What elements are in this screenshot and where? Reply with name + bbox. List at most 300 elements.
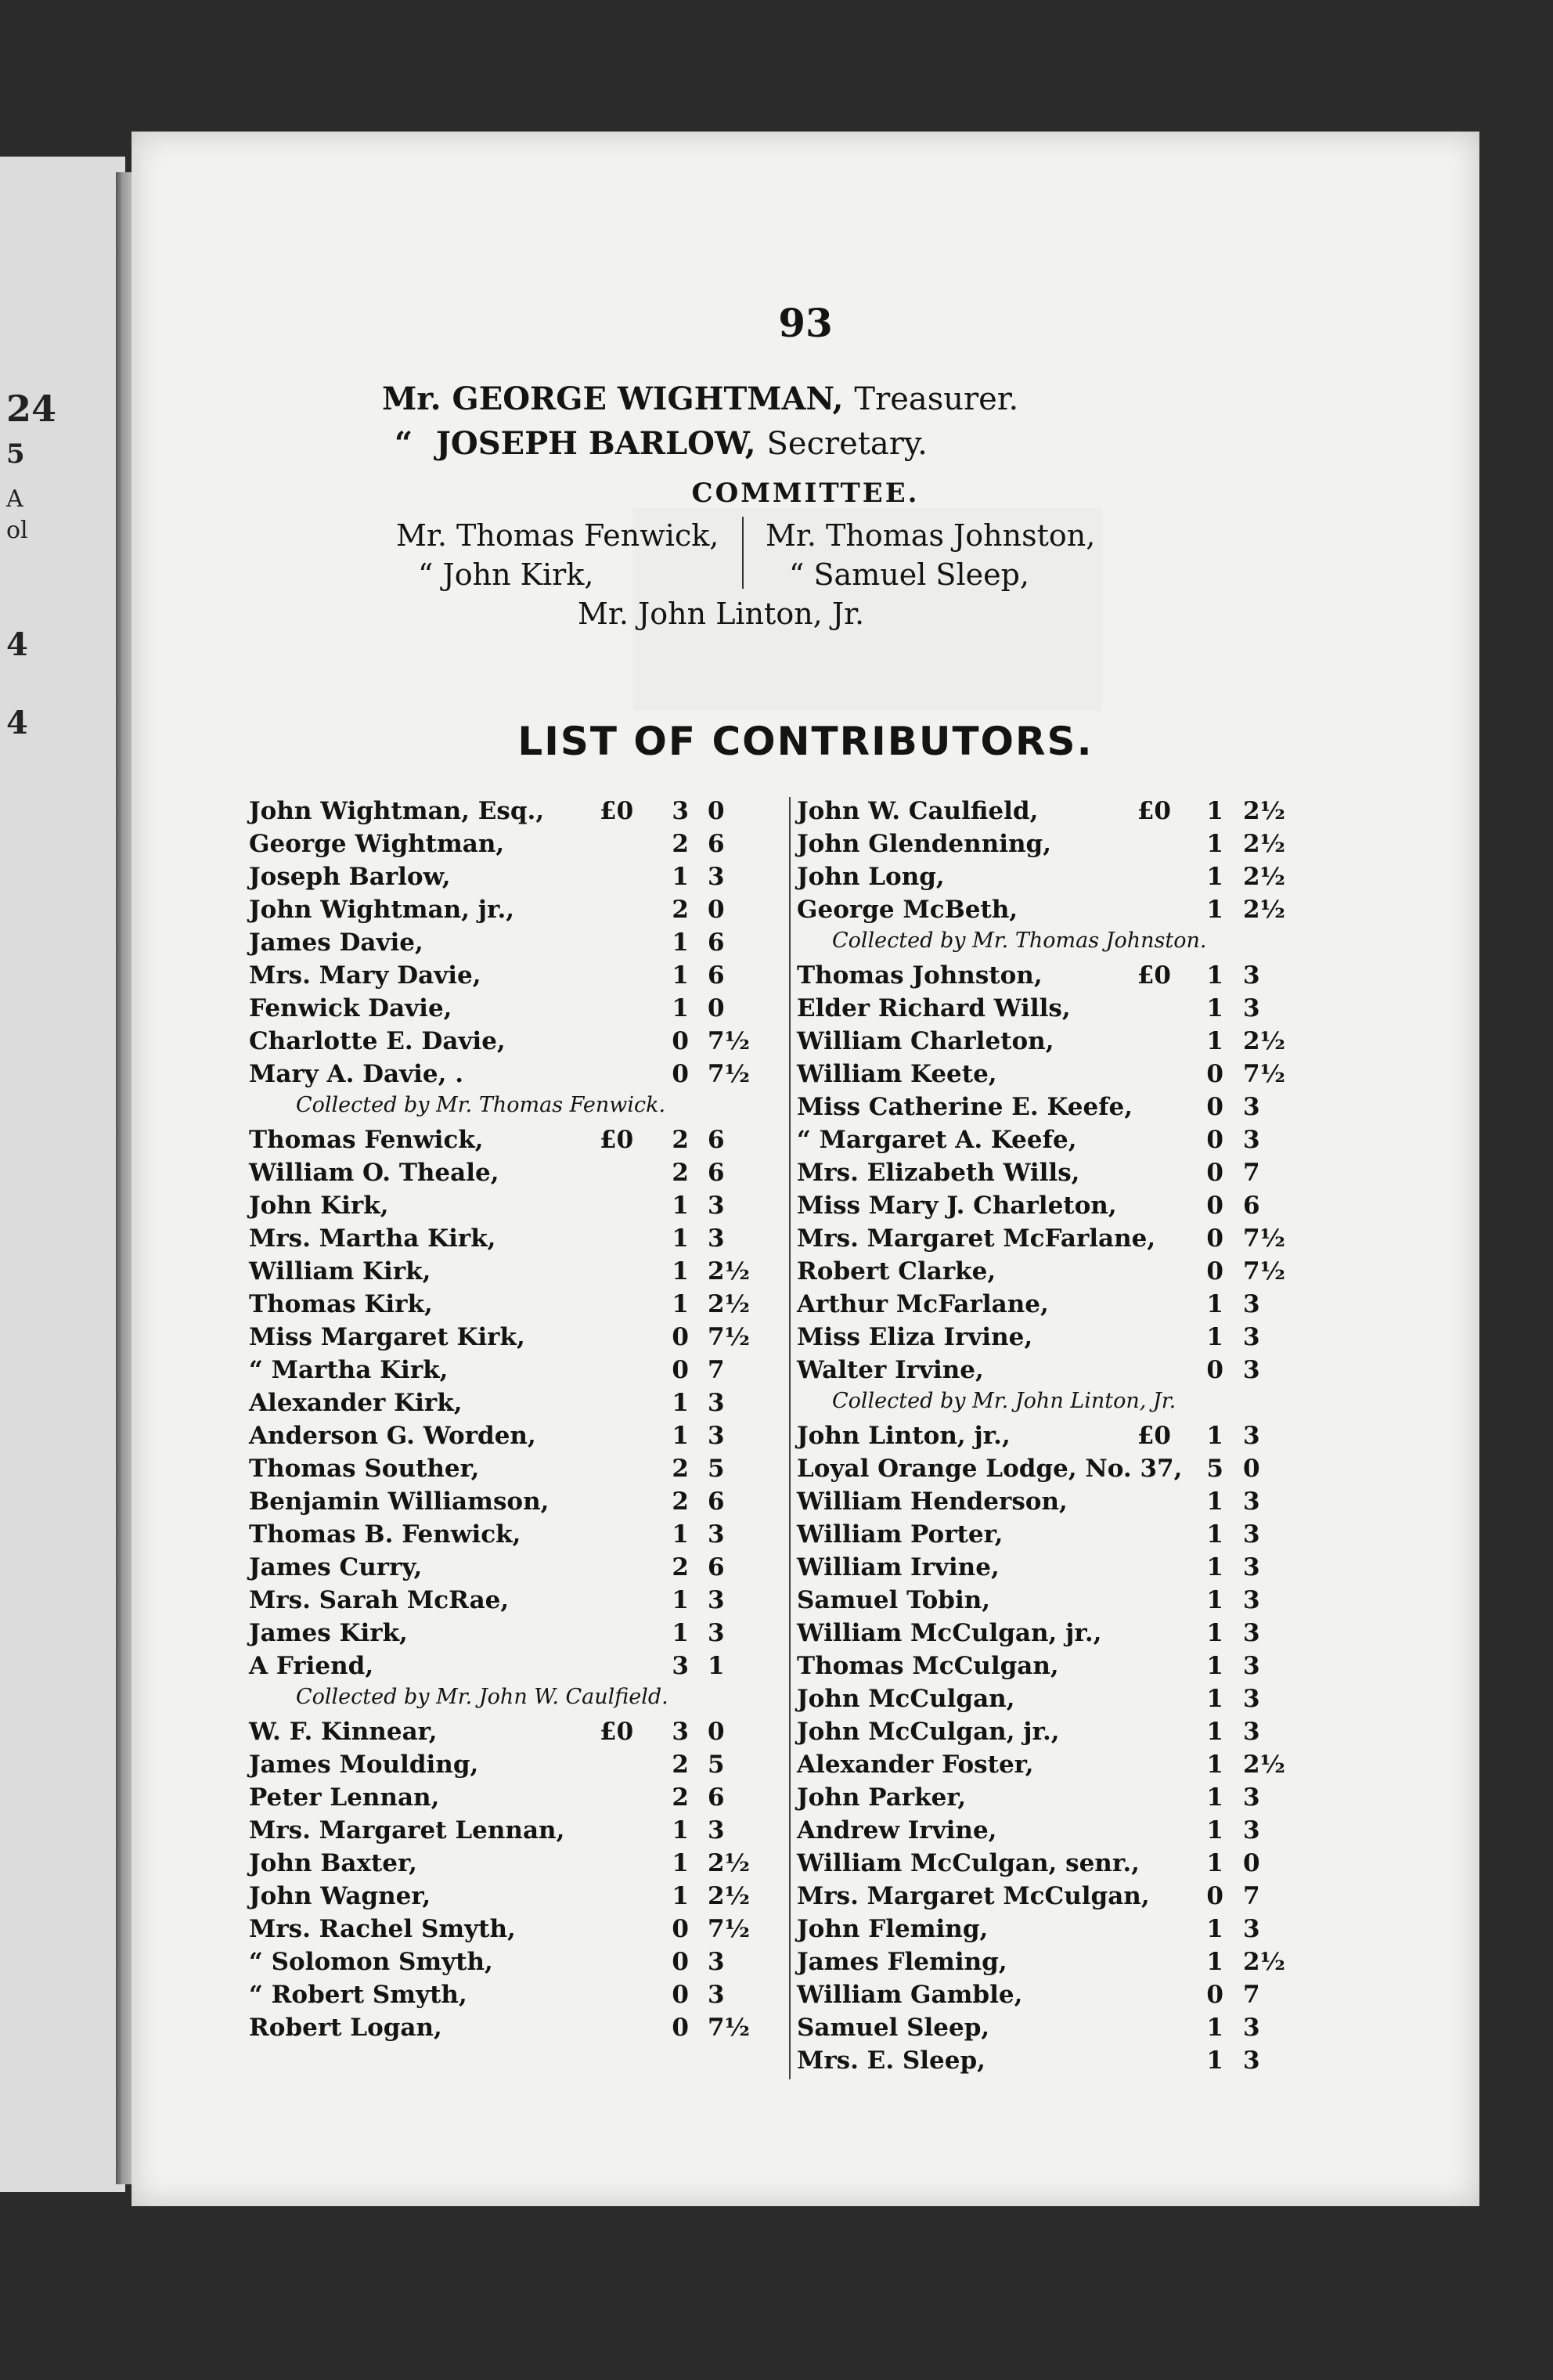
amount-pence: 3	[708, 1816, 725, 1844]
contributor-row	[249, 1553, 781, 1586]
amount-pence: 3	[1243, 961, 1260, 990]
contributor-name: Robert Clarke,	[797, 1257, 996, 1286]
contributor-row	[249, 1981, 781, 2014]
officer-title: Treasurer.	[854, 381, 1019, 417]
amount-pence: 3	[708, 1224, 725, 1253]
contributor-name: Thomas Fenwick,	[249, 1126, 484, 1154]
amount-pence: 7	[1243, 1981, 1260, 2009]
amount-shillings: 1	[672, 1192, 689, 1220]
amount-shillings: 2	[672, 1751, 689, 1779]
contributor-name: John McCulgan, jr.,	[797, 1718, 1060, 1746]
contributor-name: Joseph Barlow,	[249, 863, 451, 891]
amount-pence: 3	[1243, 1816, 1260, 1844]
amount-shillings: 1	[672, 1224, 689, 1253]
amount-pence: 3	[708, 1619, 725, 1647]
amount-pence: 6	[708, 1553, 725, 1581]
book-gutter	[116, 172, 133, 2184]
amount-shillings: 1	[1206, 1520, 1223, 1549]
contributor-row	[797, 1652, 1384, 1685]
contributor-row	[249, 1882, 781, 1915]
amount-shillings: 0	[1206, 1159, 1223, 1187]
amount-shillings: 1	[1206, 1619, 1223, 1647]
contributor-name: George Wightman,	[249, 830, 505, 858]
amount-shillings: 2	[672, 830, 689, 858]
contributor-row	[249, 1718, 781, 1751]
contributor-row	[797, 1586, 1384, 1619]
contributor-row	[797, 896, 1384, 929]
amount-pence: 3	[1243, 1356, 1260, 1384]
contributor-row	[797, 1553, 1384, 1586]
committee-divider	[742, 517, 744, 589]
amount-pence: 6	[708, 1488, 725, 1516]
amount-pence: 3	[1243, 1488, 1260, 1516]
amount-pence: 2½	[1243, 797, 1285, 825]
contributor-row	[249, 1192, 781, 1224]
contributor-row	[797, 961, 1384, 994]
contributor-row	[797, 994, 1384, 1027]
amount-pence: 7½	[708, 1323, 750, 1351]
officer-treasurer	[382, 380, 1018, 417]
contributor-name: Miss Catherine E. Keefe,	[797, 1093, 1133, 1121]
amount-shillings: 1	[1206, 1915, 1223, 1943]
amount-pence: 3	[708, 1520, 725, 1549]
contributor-row	[249, 1455, 781, 1488]
contributor-row	[249, 1948, 781, 1981]
contributor-name: William Gamble,	[797, 1981, 1023, 2009]
contributor-name: Arthur McFarlane,	[797, 1290, 1049, 1318]
contributor-name: Thomas Kirk,	[249, 1290, 433, 1318]
amount-pence: 6	[708, 1159, 725, 1187]
contributor-name: Thomas B. Fenwick,	[249, 1520, 521, 1549]
amount-pence: 7½	[708, 1027, 750, 1055]
amount-shillings: 1	[1206, 863, 1223, 891]
contributor-name: Samuel Sleep,	[797, 2014, 990, 2042]
contributor-row	[797, 1849, 1384, 1882]
amount-pounds: £0	[1137, 797, 1171, 825]
contributor-name: John McCulgan,	[797, 1685, 1015, 1713]
amount-shillings: 1	[672, 1849, 689, 1877]
amount-pence: 3	[708, 1981, 725, 2009]
margin-fragment: 24	[6, 388, 57, 430]
contributor-name: William Keete,	[797, 1060, 997, 1088]
contributor-row	[797, 1455, 1384, 1488]
contributor-name: John Parker,	[797, 1783, 967, 1812]
amount-pence: 2½	[708, 1882, 750, 1910]
contributor-name: Loyal Orange Lodge, No. 37,	[797, 1455, 1183, 1483]
contributor-name: George McBeth,	[797, 896, 1018, 924]
contributor-row	[797, 1488, 1384, 1520]
collector-label: Collected by Mr. Thomas Johnston.	[832, 929, 1207, 953]
contributor-name: Miss Eliza Irvine,	[797, 1323, 1033, 1351]
amount-pence: 3	[1243, 1520, 1260, 1549]
amount-pence: 3	[1243, 2014, 1260, 2042]
contributor-name: Mrs. Rachel Smyth,	[249, 1915, 516, 1943]
amount-shillings: 1	[1206, 797, 1223, 825]
contributor-name: W. F. Kinnear,	[249, 1718, 438, 1746]
contributor-name: “ Martha Kirk,	[249, 1356, 449, 1384]
amount-shillings: 2	[672, 896, 689, 924]
amount-pence: 5	[708, 1751, 725, 1779]
collector-heading	[797, 1389, 1384, 1422]
amount-shillings: 0	[672, 1948, 689, 1976]
contributor-name: John Wagner,	[249, 1882, 431, 1910]
contributor-row	[797, 1981, 1384, 2014]
contributor-row	[249, 1323, 781, 1356]
contributor-name: William Charleton,	[797, 1027, 1054, 1055]
amount-shillings: 0	[672, 1356, 689, 1384]
amount-pence: 3	[1243, 1783, 1260, 1812]
amount-pence: 0	[708, 994, 725, 1022]
contributor-row	[797, 1323, 1384, 1356]
amount-shillings: 0	[672, 1981, 689, 2009]
contributor-name: James Moulding,	[249, 1751, 479, 1779]
amount-shillings: 0	[672, 1915, 689, 1943]
contributor-name: Benjamin Williamson,	[249, 1488, 549, 1516]
amount-shillings: 1	[1206, 2046, 1223, 2075]
officer-secretary	[395, 425, 928, 462]
amount-pounds: £0	[600, 1718, 634, 1746]
contributor-row	[249, 2014, 781, 2046]
contributor-row	[249, 1027, 781, 1060]
committee-member: “ John Kirk,	[418, 557, 594, 592]
contributor-name: William Kirk,	[249, 1257, 431, 1286]
amount-shillings: 1	[1206, 1553, 1223, 1581]
amount-shillings: 0	[1206, 1981, 1223, 2009]
amount-pence: 3	[1243, 1093, 1260, 1121]
contributor-row	[249, 1389, 781, 1422]
margin-fragment: 4	[6, 626, 28, 663]
amount-pounds: £0	[1137, 1422, 1171, 1450]
amount-pence: 6	[708, 1126, 725, 1154]
amount-shillings: 2	[672, 1488, 689, 1516]
amount-shillings: 2	[672, 1159, 689, 1187]
committee-member: Mr. John Linton, Jr.	[578, 597, 865, 631]
contributor-row	[797, 2014, 1384, 2046]
contributor-name: Walter Irvine,	[797, 1356, 984, 1384]
contributor-name: John Fleming,	[797, 1915, 989, 1943]
document-page	[132, 132, 1479, 2206]
amount-pence: 1	[708, 1652, 725, 1680]
amount-pence: 3	[1243, 1126, 1260, 1154]
contributor-row	[797, 830, 1384, 863]
amount-pence: 2½	[1243, 830, 1285, 858]
committee-heading: COMMITTEE.	[691, 478, 920, 509]
contributor-row	[249, 1816, 781, 1849]
amount-pence: 2½	[1243, 1948, 1285, 1976]
contributor-row	[249, 1488, 781, 1520]
amount-shillings: 1	[672, 1257, 689, 1286]
amount-shillings: 1	[1206, 1718, 1223, 1746]
contributor-row	[249, 830, 781, 863]
contributor-row	[797, 1816, 1384, 1849]
contributor-row	[797, 1192, 1384, 1224]
contributor-name: Mrs. Mary Davie,	[249, 961, 481, 990]
contributor-name: John Linton, jr.,	[797, 1422, 1011, 1450]
committee-member: “ Samuel Sleep,	[789, 557, 1029, 592]
officer-prefix: “	[395, 425, 413, 462]
amount-shillings: 1	[1206, 1816, 1223, 1844]
contributor-row	[797, 1948, 1384, 1981]
contributor-row	[249, 1290, 781, 1323]
amount-shillings: 1	[1206, 1948, 1223, 1976]
amount-pence: 3	[1243, 1652, 1260, 1680]
amount-shillings: 1	[672, 1389, 689, 1417]
amount-pence: 0	[708, 1718, 725, 1746]
contributor-row	[249, 896, 781, 929]
amount-shillings: 1	[1206, 1783, 1223, 1812]
amount-shillings: 0	[1206, 1257, 1223, 1286]
contributor-row	[249, 994, 781, 1027]
contributor-name: William Henderson,	[797, 1488, 1068, 1516]
amount-shillings: 1	[1206, 1027, 1223, 1055]
amount-pence: 3	[708, 863, 725, 891]
amount-pence: 0	[1243, 1849, 1260, 1877]
contributor-name: John Kirk,	[249, 1192, 389, 1220]
amount-pence: 6	[708, 830, 725, 858]
contributor-row	[249, 1422, 781, 1455]
amount-pence: 3	[708, 1192, 725, 1220]
contributor-row	[249, 1915, 781, 1948]
contributor-row	[249, 1619, 781, 1652]
contributor-name: Mrs. Margaret Lennan,	[249, 1816, 565, 1844]
amount-shillings: 2	[672, 1126, 689, 1154]
margin-fragment: 4	[6, 705, 28, 741]
contributor-name: Elder Richard Wills,	[797, 994, 1071, 1022]
contributor-name: “ Margaret A. Keefe,	[797, 1126, 1077, 1154]
contributor-row	[249, 1257, 781, 1290]
amount-shillings: 0	[1206, 1126, 1223, 1154]
amount-pence: 3	[1243, 1553, 1260, 1581]
officer-prefix: Mr.	[382, 380, 441, 417]
contributor-row	[797, 2046, 1384, 2079]
amount-shillings: 1	[1206, 1685, 1223, 1713]
amount-shillings: 1	[672, 1422, 689, 1450]
amount-shillings: 0	[1206, 1093, 1223, 1121]
amount-pounds: £0	[600, 1126, 634, 1154]
amount-pence: 3	[1243, 1586, 1260, 1614]
amount-pence: 3	[1243, 1718, 1260, 1746]
contributor-row	[249, 797, 781, 830]
amount-shillings: 1	[672, 929, 689, 957]
amount-pence: 7	[708, 1356, 725, 1384]
contributor-row	[797, 1915, 1384, 1948]
amount-shillings: 1	[1206, 1290, 1223, 1318]
collector-label: Collected by Mr. John Linton, Jr.	[832, 1389, 1176, 1413]
amount-pence: 6	[708, 929, 725, 957]
contributor-name: Mrs. Margaret McCulgan,	[797, 1882, 1150, 1910]
collector-heading	[249, 1685, 781, 1718]
contributor-row	[249, 1520, 781, 1553]
contributor-row	[249, 1783, 781, 1816]
contributor-row	[249, 929, 781, 961]
amount-shillings: 1	[672, 1619, 689, 1647]
contributor-name: James Curry,	[249, 1553, 423, 1581]
amount-shillings: 1	[1206, 1751, 1223, 1779]
contributor-name: Mrs. E. Sleep,	[797, 2046, 985, 2075]
contributor-row	[249, 1586, 781, 1619]
amount-shillings: 1	[1206, 1422, 1223, 1450]
contributor-name: Alexander Kirk,	[249, 1389, 463, 1417]
contributor-row	[249, 1060, 781, 1093]
officer-name: GEORGE WIGHTMAN,	[452, 380, 844, 417]
amount-pence: 3	[1243, 1422, 1260, 1450]
contributor-row	[797, 1751, 1384, 1783]
amount-shillings: 1	[1206, 1586, 1223, 1614]
amount-shillings: 1	[1206, 1849, 1223, 1877]
amount-shillings: 5	[1206, 1455, 1223, 1483]
amount-shillings: 3	[672, 1718, 689, 1746]
collector-heading	[797, 929, 1384, 961]
amount-pence: 3	[1243, 1290, 1260, 1318]
contributors-left-column	[249, 797, 781, 2046]
amount-shillings: 1	[1206, 1323, 1223, 1351]
amount-shillings: 1	[672, 961, 689, 990]
contributor-name: Miss Mary J. Charleton,	[797, 1192, 1117, 1220]
amount-pence: 2½	[1243, 1027, 1285, 1055]
amount-pence: 2½	[708, 1290, 750, 1318]
contributor-name: James Kirk,	[249, 1619, 408, 1647]
amount-pence: 7	[1243, 1159, 1260, 1187]
contributor-row	[797, 1290, 1384, 1323]
amount-shillings: 0	[672, 1027, 689, 1055]
contributor-name: Miss Margaret Kirk,	[249, 1323, 525, 1351]
amount-pence: 3	[1243, 1619, 1260, 1647]
contributor-name: Charlotte E. Davie,	[249, 1027, 506, 1055]
contributor-row	[249, 1356, 781, 1389]
amount-pence: 3	[1243, 1685, 1260, 1713]
contributor-row	[797, 863, 1384, 896]
contributor-name: Peter Lennan,	[249, 1783, 440, 1812]
amount-pence: 3	[1243, 994, 1260, 1022]
contributor-row	[797, 1520, 1384, 1553]
amount-shillings: 1	[1206, 1488, 1223, 1516]
contributor-name: Thomas Souther,	[249, 1455, 480, 1483]
amount-shillings: 2	[672, 1455, 689, 1483]
contributor-row	[797, 1159, 1384, 1192]
contributor-name: A Friend,	[249, 1652, 374, 1680]
officer-title: Secretary.	[766, 426, 928, 462]
contributor-name: John Wightman, Esq.,	[249, 797, 545, 825]
contributor-row	[797, 797, 1384, 830]
contributor-row	[249, 1652, 781, 1685]
amount-shillings: 1	[672, 1520, 689, 1549]
contributor-name: Fenwick Davie,	[249, 994, 452, 1022]
contributor-name: “ Solomon Smyth,	[249, 1948, 493, 1976]
amount-pence: 7½	[708, 2014, 750, 2042]
contributor-name: John Baxter,	[249, 1849, 417, 1877]
contributor-name: Mrs. Martha Kirk,	[249, 1224, 496, 1253]
contributor-name: Thomas Johnston,	[797, 961, 1043, 990]
contributor-row	[797, 1027, 1384, 1060]
contributor-row	[797, 1685, 1384, 1718]
margin-fragment: 5	[6, 438, 25, 470]
amount-pence: 0	[708, 896, 725, 924]
amount-pence: 7½	[1243, 1224, 1285, 1253]
amount-shillings: 1	[672, 1882, 689, 1910]
contributor-row	[797, 1356, 1384, 1389]
amount-pounds: £0	[600, 797, 634, 825]
amount-pence: 6	[1243, 1192, 1260, 1220]
committee-member: Mr. Thomas Johnston,	[766, 518, 1096, 553]
contributor-name: William O. Theale,	[249, 1159, 499, 1187]
amount-shillings: 1	[1206, 830, 1223, 858]
contributor-row	[249, 1224, 781, 1257]
amount-shillings: 0	[1206, 1060, 1223, 1088]
amount-pence: 3	[708, 1389, 725, 1417]
amount-pence: 3	[1243, 1915, 1260, 1943]
contributor-name: Thomas McCulgan,	[797, 1652, 1059, 1680]
margin-fragment: A	[6, 485, 23, 513]
amount-shillings: 2	[672, 1553, 689, 1581]
amount-pence: 2½	[1243, 896, 1285, 924]
amount-shillings: 0	[672, 1323, 689, 1351]
contributor-row	[797, 1060, 1384, 1093]
amount-pence: 7½	[1243, 1257, 1285, 1286]
amount-pence: 3	[708, 1422, 725, 1450]
amount-pence: 7½	[1243, 1060, 1285, 1088]
contributor-name: John Long,	[797, 863, 945, 891]
contributor-row	[797, 1224, 1384, 1257]
contributor-name: Mary A. Davie, .	[249, 1060, 464, 1088]
contributor-row	[249, 1849, 781, 1882]
contributor-row	[249, 1159, 781, 1192]
contributor-row	[249, 1126, 781, 1159]
amount-shillings: 1	[1206, 961, 1223, 990]
contributor-row	[797, 1257, 1384, 1290]
contributor-name: Mrs. Sarah McRae,	[249, 1586, 510, 1614]
amount-pence: 6	[708, 961, 725, 990]
amount-pence: 2½	[708, 1257, 750, 1286]
amount-shillings: 0	[672, 2014, 689, 2042]
contributor-row	[797, 1093, 1384, 1126]
contributor-row	[797, 1783, 1384, 1816]
amount-shillings: 0	[672, 1060, 689, 1088]
contributor-row	[797, 1422, 1384, 1455]
committee-member: Mr. Thomas Fenwick,	[396, 518, 719, 553]
contributor-name: “ Robert Smyth,	[249, 1981, 467, 2009]
amount-pence: 3	[1243, 2046, 1260, 2075]
amount-pence: 0	[708, 797, 725, 825]
amount-pence: 0	[1243, 1455, 1260, 1483]
amount-pence: 2½	[708, 1849, 750, 1877]
amount-shillings: 3	[672, 797, 689, 825]
amount-pence: 2½	[1243, 1751, 1285, 1779]
officer-name: JOSEPH BARLOW,	[435, 425, 756, 462]
amount-shillings: 1	[672, 1816, 689, 1844]
contributor-name: Andrew Irvine,	[797, 1816, 997, 1844]
amount-pence: 7½	[708, 1060, 750, 1088]
amount-pence: 6	[708, 1783, 725, 1812]
contributor-name: William McCulgan, jr.,	[797, 1619, 1102, 1647]
amount-pence: 2½	[1243, 863, 1285, 891]
amount-pence: 7½	[708, 1915, 750, 1943]
contributor-name: William McCulgan, senr.,	[797, 1849, 1140, 1877]
amount-shillings: 1	[1206, 994, 1223, 1022]
amount-shillings: 1	[672, 1586, 689, 1614]
amount-shillings: 0	[1206, 1192, 1223, 1220]
margin-fragment: ol	[6, 517, 28, 544]
amount-pence: 3	[708, 1586, 725, 1614]
amount-shillings: 1	[1206, 1652, 1223, 1680]
contributor-name: Alexander Foster,	[797, 1751, 1034, 1779]
contributor-name: James Davie,	[249, 929, 423, 957]
amount-pence: 7	[1243, 1882, 1260, 1910]
page-number: 93	[778, 300, 833, 346]
amount-shillings: 2	[672, 1783, 689, 1812]
list-title: LIST OF CONTRIBUTORS.	[517, 719, 1094, 764]
amount-shillings: 1	[1206, 896, 1223, 924]
contributor-name: William Porter,	[797, 1520, 1004, 1549]
